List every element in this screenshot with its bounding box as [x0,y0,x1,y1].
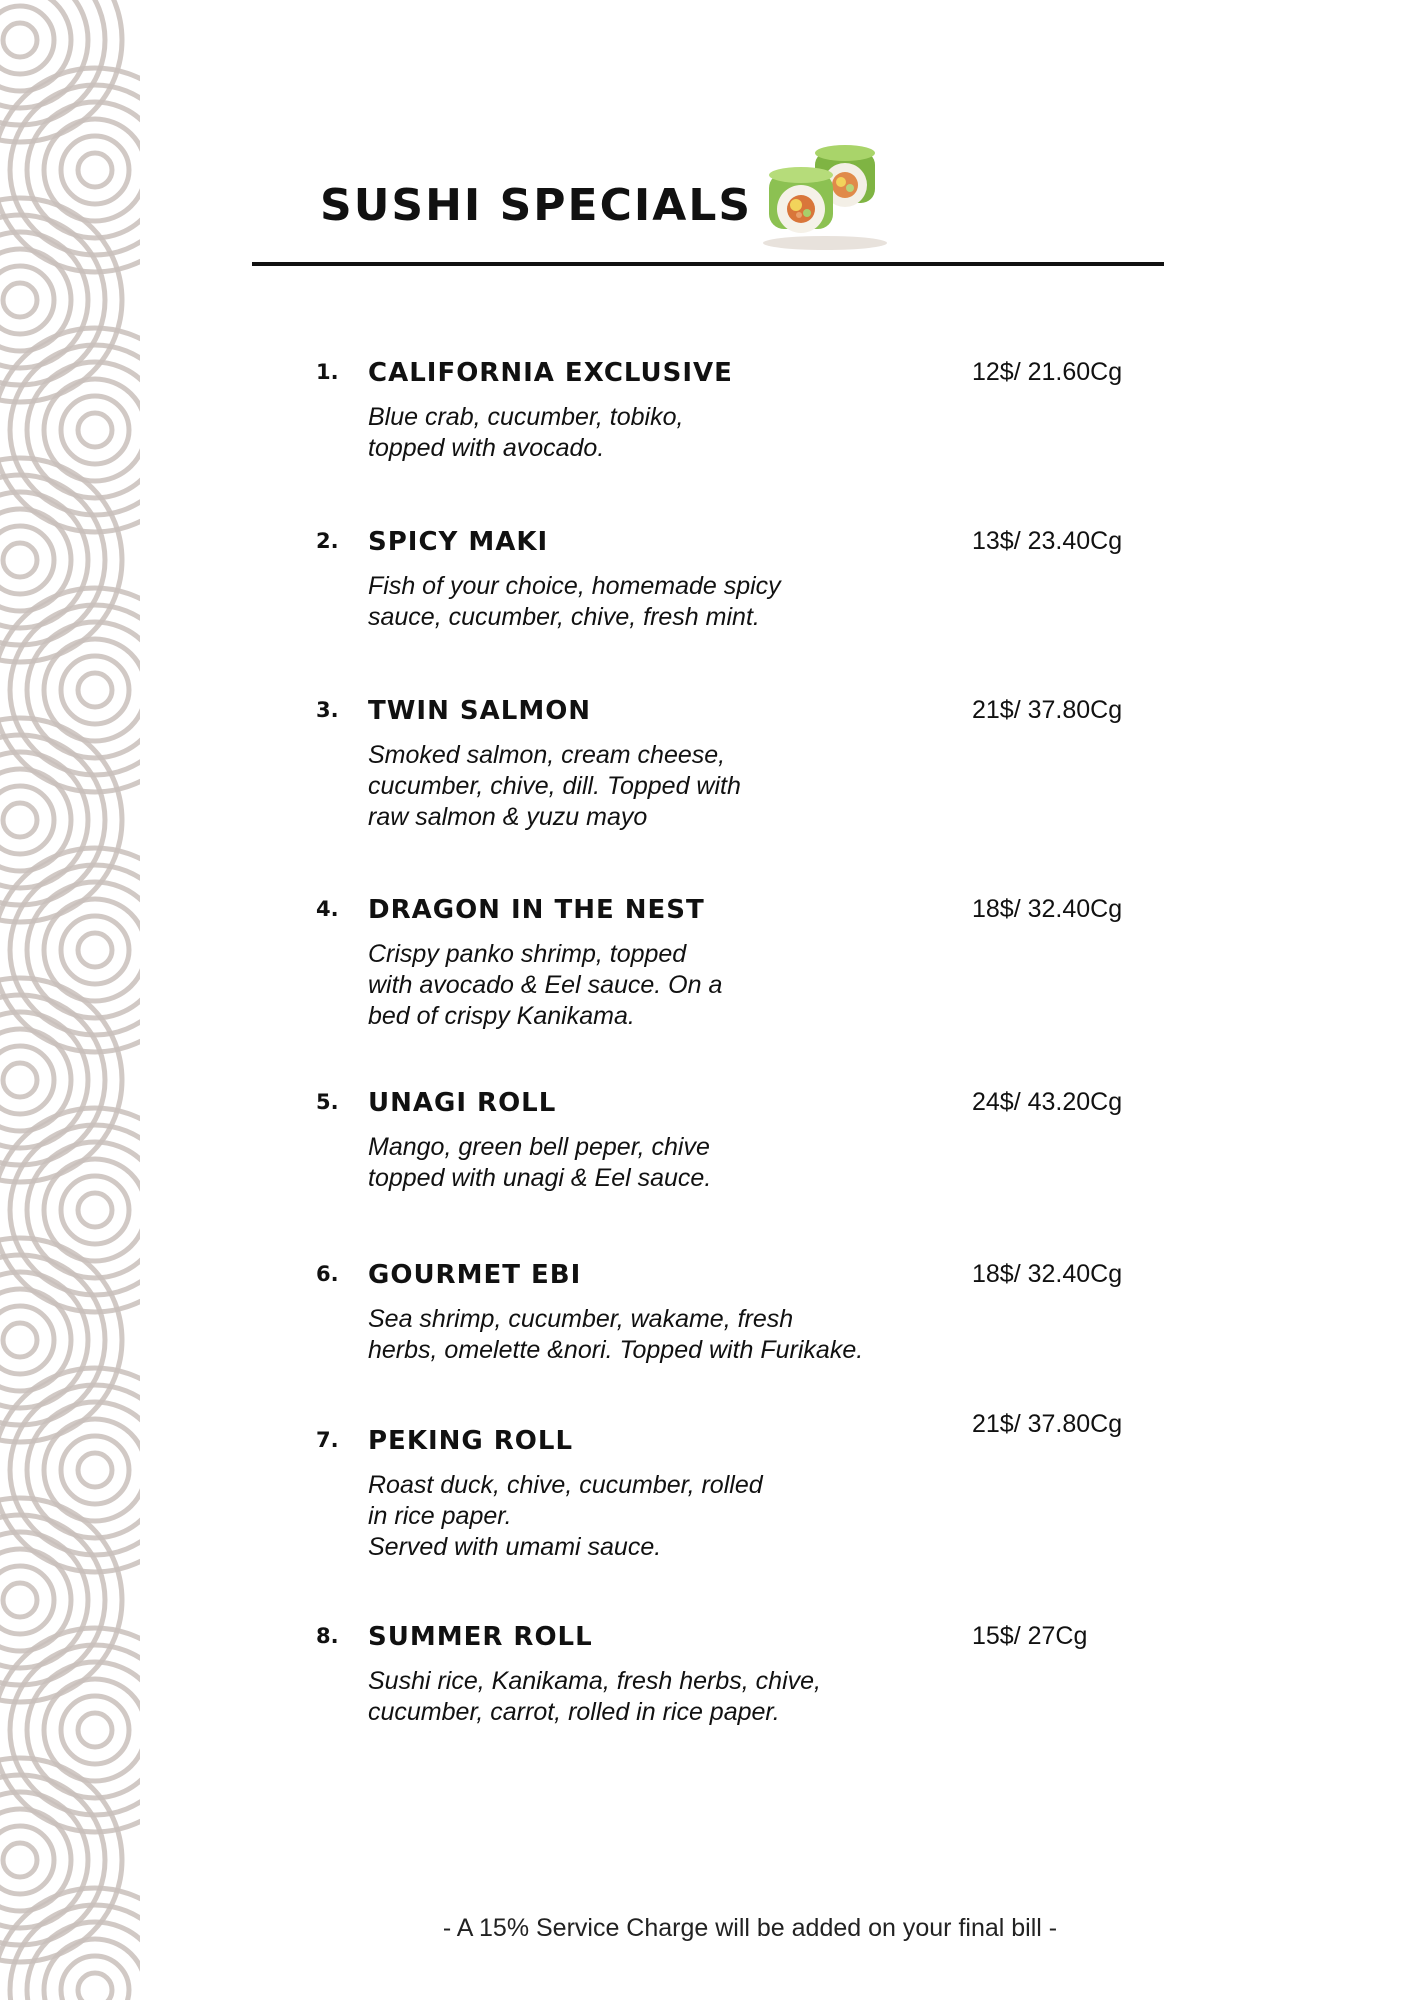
wave-swirl [0,1046,54,1114]
service-charge-note: - A 15% Service Charge will be added on your final bill - [442,1914,1058,1942]
item-name: SUMMER ROLL [368,1622,593,1652]
item-description: Crispy panko shrimp, topped with avocado & Eel sauce. On a bed of crispy Kanikama. [368,940,723,1030]
wave-swirl [0,6,54,74]
item-number: 8. [316,1624,339,1648]
item-price: 13$/ 23.40Cg [972,527,1123,555]
item-name: TWIN SALMON [368,696,592,726]
wave-swirl [0,1628,140,1832]
wave-swirl [0,1566,54,1634]
item-description: Sea shrimp, cucumber, wakame, fresh herbs, omelette &nori. Topped with Furikake. [368,1305,864,1364]
wave-swirl [61,1436,129,1504]
item-price: 24$/ 43.20Cg [972,1088,1123,1116]
item-number: 4. [316,897,339,921]
item-description: Smoked salmon, cream cheese, cucumber, chive, dill. Topped with raw salmon & yuzu mayo [368,741,741,831]
wave-swirl [0,1108,140,1312]
wave-swirl [0,526,54,594]
item-name: UNAGI ROLL [368,1088,557,1118]
wave-swirl [3,803,37,837]
title-divider [252,262,1164,266]
wave-swirl [0,786,54,854]
wave-swirl [61,396,129,464]
item-price: 18$/ 32.40Cg [972,1260,1123,1288]
wave-swirl [61,1696,129,1764]
item-price: 21$/ 37.80Cg [972,1410,1123,1438]
wave-swirl [61,1176,129,1244]
item-description: Sushi rice, Kanikama, fresh herbs, chive, cucumber, carrot, rolled in rice paper. [368,1667,821,1726]
wave-swirl [44,1939,140,2000]
item-price: 18$/ 32.40Cg [972,895,1123,923]
item-number: 3. [316,698,339,722]
wave-swirl [61,136,129,204]
item-name: GOURMET EBI [368,1260,582,1290]
sushi-roll-illustration [745,135,905,260]
item-number: 1. [316,360,339,384]
wave-swirl [3,1323,37,1357]
item-price: 15$/ 27Cg [972,1622,1088,1650]
wave-swirl [3,543,37,577]
item-description: Roast duck, chive, cucumber, rolled in rice paper. Served with umami sauce. [368,1471,763,1561]
wave-swirl [0,1826,54,1894]
wave-swirl [61,1956,129,2000]
wave-swirl [0,848,140,1052]
wave-swirl [78,1973,112,2000]
wave-pattern-border [0,0,140,2000]
wave-swirl [3,23,37,57]
page-title: SUSHI SPECIALS [320,180,753,231]
wave-swirl [0,328,140,532]
wave-swirl [61,656,129,724]
wave-swirl [3,1843,37,1877]
wave-swirl [0,588,140,792]
wave-swirl [3,283,37,317]
wave-swirl [61,916,129,984]
wave-swirl [0,1368,140,1572]
wave-swirl [78,153,112,187]
item-name: DRAGON IN THE NEST [368,895,705,925]
wave-swirl [78,1453,112,1487]
wave-swirl [0,266,54,334]
wave-swirl [3,1063,37,1097]
wave-swirl [78,1713,112,1747]
item-description: Fish of your choice, homemade spicy sauce, cucumber, chive, fresh mint. [368,572,781,631]
wave-swirl [3,1583,37,1617]
item-number: 5. [316,1090,339,1114]
item-description: Blue crab, cucumber, tobiko, topped with avocado. [368,403,684,462]
wave-swirl [78,673,112,707]
item-name: CALIFORNIA EXCLUSIVE [368,358,733,388]
item-number: 2. [316,529,339,553]
item-name: SPICY MAKI [368,527,549,557]
wave-swirl [78,1193,112,1227]
item-name: PEKING ROLL [368,1426,574,1456]
item-number: 6. [316,1262,339,1286]
item-price: 21$/ 37.80Cg [972,696,1123,724]
wave-swirl [78,933,112,967]
wave-swirl [0,1306,54,1374]
wave-swirl [0,68,140,272]
wave-swirl [78,413,112,447]
item-price: 12$/ 21.60Cg [972,358,1123,386]
item-number: 7. [316,1428,339,1452]
item-description: Mango, green bell peper, chive topped with unagi & Eel sauce. [368,1133,712,1192]
